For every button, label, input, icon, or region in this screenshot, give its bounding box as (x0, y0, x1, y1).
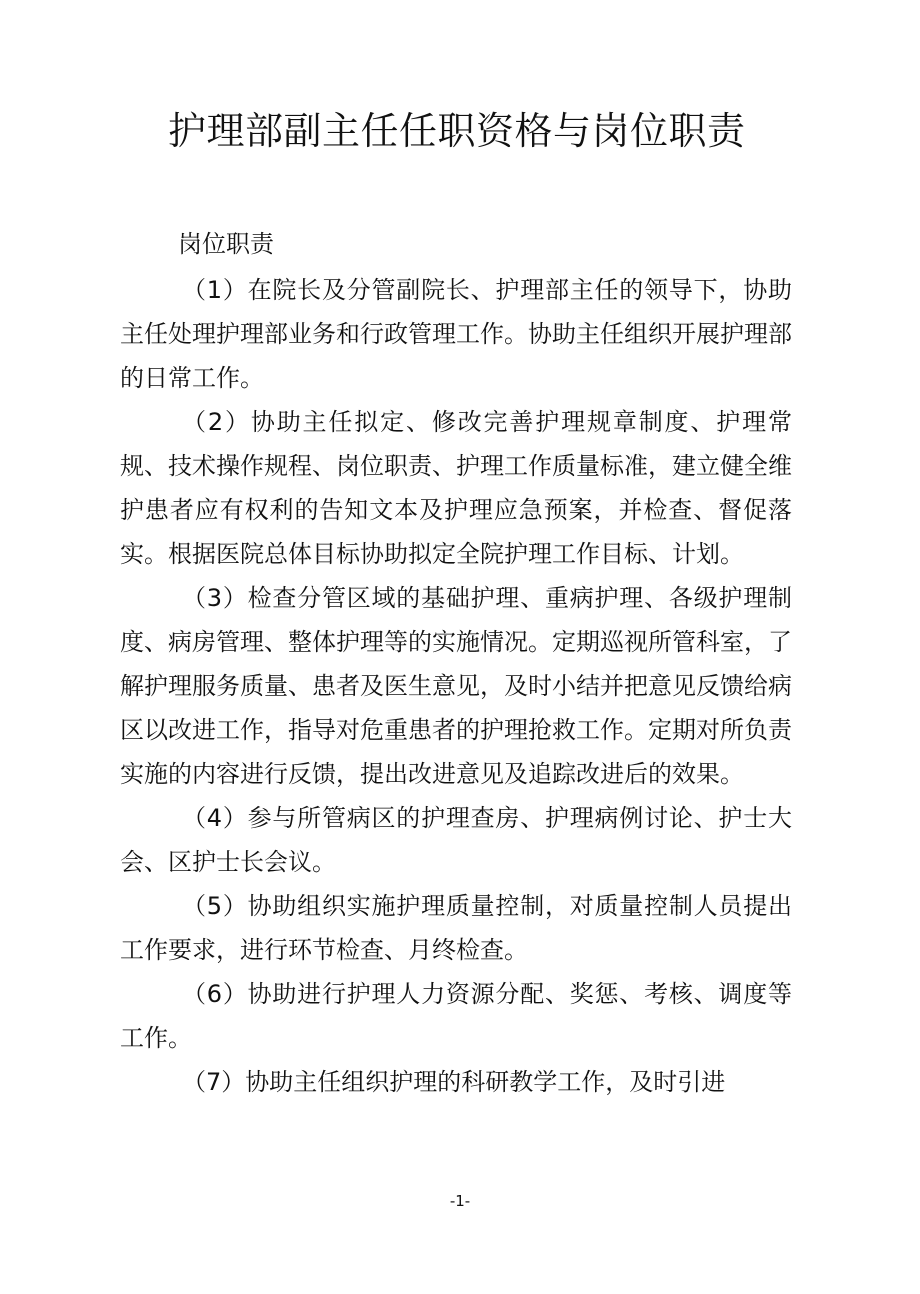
paragraph-text: 协助主任组织护理的科研教学工作，及时引进 (245, 1068, 726, 1096)
item-number: （5） (182, 892, 248, 920)
item-number: （6） (182, 980, 248, 1008)
paragraph (120, 1060, 792, 1104)
item-number: （2） (182, 408, 251, 436)
paragraph (120, 884, 792, 972)
item-number: （3） (182, 584, 248, 612)
paragraph-text: 协助主任拟定、修改完善护理规章制度、护理常规、技术操作规程、岗位职责、护理工作质量标准，建立健全维护患者应有权利的告知文本及护理应急预案，并检查、督促落实。根据医院总体目标协助拟定全院护理工作目标、计划。 (120, 408, 792, 568)
paragraph (120, 576, 792, 796)
paragraph (120, 796, 792, 884)
paragraph-text: 协助组织实施护理质量控制，对质量控制人员提出工作要求，进行环节检查、月终检查。 (120, 892, 792, 964)
document-body (120, 268, 792, 1104)
document-title: 护理部副主任任职资格与岗位职责 (168, 109, 746, 153)
section-heading: 岗位职责 (178, 230, 274, 258)
item-number: （1） (182, 276, 248, 304)
paragraph-text: 检查分管区域的基础护理、重病护理、各级护理制度、病房管理、整体护理等的实施情况。定期巡视所管科室，了解护理服务质量、患者及医生意见，及时小结并把意见反馈给病区以改进工作，指导对危重患者的护理抢救工作。定期对所负责实施的内容进行反馈，提出改进意见及追踪改进后的效果。 (120, 584, 792, 788)
paragraph (120, 268, 792, 400)
paragraph-text: 参与所管病区的护理查房、护理病例讨论、护士大会、区护士长会议。 (120, 804, 792, 876)
item-number: （7） (182, 1068, 246, 1096)
item-number: （4） (182, 804, 248, 832)
page-number: -1- (449, 1192, 471, 1210)
paragraph-text: 协助进行护理人力资源分配、奖惩、考核、调度等工作。 (120, 980, 792, 1052)
paragraph (120, 972, 792, 1060)
paragraph (120, 400, 792, 576)
paragraph-text: 在院长及分管副院长、护理部主任的领导下，协助主任处理护理部业务和行政管理工作。协助主任组织开展护理部的日常工作。 (120, 276, 792, 392)
